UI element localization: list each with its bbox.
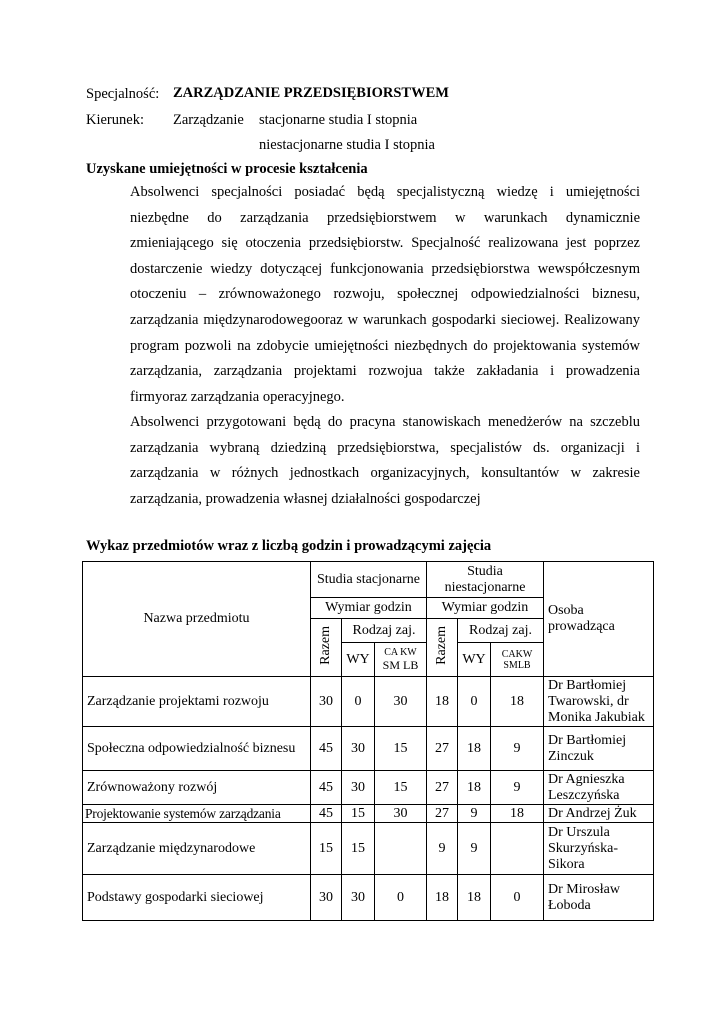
full-time-total: 15 xyxy=(311,823,342,875)
table-row xyxy=(83,875,654,921)
course-name: Projektowanie systemów zarządzania xyxy=(83,805,311,823)
table-row xyxy=(83,771,654,805)
paragraph-line: zarządzania w różnych jednostkach organizacyjnych, konsultantów w zakresie xyxy=(130,465,640,482)
part-time-total: 27 xyxy=(427,727,458,771)
paragraph-line: niezbędne do zarządzania przedsiębiorstwem w warunkach dynamicznie xyxy=(130,209,640,226)
paragraph-line: otoczeniu – zrównoważonego rozwoju, społecznej odpowiedzialności biznesu, xyxy=(130,286,640,303)
column-header-exercises-part-time xyxy=(491,643,544,677)
full-time-exercises: 30 xyxy=(375,805,427,823)
paragraph-line: zmieniającego się otoczenia przedsiębiorstw. Specjalność realizowana jest poprzez xyxy=(130,235,640,252)
total-label: Razem xyxy=(434,625,449,665)
paragraph-line: zarządzania międzynarodowegooraz w warunkach gospodarki sieciowej. Realizowany xyxy=(130,311,640,328)
part-time-lecture: 18 xyxy=(458,771,491,805)
courses-table xyxy=(82,561,654,921)
paragraph-line: zarządzania, prowadzenia własnej działalności gospodarczej xyxy=(130,490,481,507)
column-header-lecture-part-time: WY xyxy=(458,643,491,677)
specialty-value: ZARZĄDZANIE PRZEDSIĘBIORSTWEM xyxy=(173,85,449,101)
exercises-label-line-1: CAKW xyxy=(501,648,533,660)
part-time-lecture: 9 xyxy=(458,805,491,823)
full-time-total: 45 xyxy=(311,771,342,805)
full-time-lecture: 0 xyxy=(342,677,375,727)
field-value: Zarządzanie xyxy=(173,112,244,128)
course-name: Społeczna odpowiedzialność biznesu xyxy=(83,727,311,771)
part-time-total: 18 xyxy=(427,875,458,921)
specialty-label: Specjalność: xyxy=(86,86,160,102)
paragraph-line: dostarczenie wiedzy dotyczącej funkcjonowania przedsiębiorstwa wewspółczesnym xyxy=(130,260,640,277)
part-time-exercises: 9 xyxy=(491,727,544,771)
lecturer: Dr Mirosław Łoboda xyxy=(544,875,654,921)
skills-heading: Uzyskane umiejętności w procesie kształcenia xyxy=(86,161,368,177)
course-name: Podstawy gospodarki sieciowej xyxy=(83,875,311,921)
full-time-total: 45 xyxy=(311,805,342,823)
part-time-exercises xyxy=(491,823,544,875)
full-time-exercises: 30 xyxy=(375,677,427,727)
paragraph-line: firmyoraz zarządzania operacyjnego. xyxy=(130,388,345,405)
column-header-exercises-full-time xyxy=(375,643,427,677)
column-header-full-time: Studia stacjonarne xyxy=(311,562,427,598)
study-mode-part-time: niestacjonarne studia I stopnia xyxy=(259,137,435,153)
paragraph-line: zarządzania, zarządzania projektami rozwojua także zakładania i prowadzenia xyxy=(130,363,640,380)
skills-paragraph-1 xyxy=(130,180,640,410)
table-row xyxy=(83,823,654,875)
full-time-exercises: 15 xyxy=(375,727,427,771)
part-time-total: 27 xyxy=(427,805,458,823)
full-time-lecture: 30 xyxy=(342,727,375,771)
column-header-name: Nazwa przedmiotu xyxy=(83,562,311,677)
table-row xyxy=(83,677,654,727)
paragraph-line: program pozwoli na zdobycie umiejętności niezbędnych do projektowania systemów xyxy=(130,337,640,354)
paragraph-line: zarządzania wybraną dziedziną przedsiębiorstwa, specjalistów ds. organizacji i xyxy=(130,439,640,456)
lecturer: Dr Andrzej Żuk xyxy=(544,805,654,823)
column-header-hours-full-time: Wymiar godzin xyxy=(311,598,427,619)
table-row xyxy=(83,805,654,823)
column-header-hours-part-time: Wymiar godzin xyxy=(427,598,544,619)
column-header-total-full-time xyxy=(311,619,342,677)
full-time-total: 45 xyxy=(311,727,342,771)
table-row xyxy=(83,727,654,771)
part-time-lecture: 9 xyxy=(458,823,491,875)
exercises-label-line-2: SM LB xyxy=(382,658,419,672)
full-time-exercises: 0 xyxy=(375,875,427,921)
full-time-total: 30 xyxy=(311,677,342,727)
lecturer: Dr Agnieszka Leszczyńska xyxy=(544,771,654,805)
part-time-exercises: 0 xyxy=(491,875,544,921)
column-header-lecture-full-time: WY xyxy=(342,643,375,677)
lecturer: Dr Bartłomiej Twarowski, dr Monika Jakubiak xyxy=(544,677,654,727)
full-time-lecture: 30 xyxy=(342,875,375,921)
part-time-total: 9 xyxy=(427,823,458,875)
full-time-lecture: 15 xyxy=(342,823,375,875)
full-time-lecture: 15 xyxy=(342,805,375,823)
field-label: Kierunek: xyxy=(86,112,144,128)
part-time-total: 18 xyxy=(427,677,458,727)
skills-paragraph-2 xyxy=(130,410,640,512)
total-label: Razem xyxy=(318,625,333,665)
full-time-exercises: 15 xyxy=(375,771,427,805)
column-header-class-type-part-time: Rodzaj zaj. xyxy=(458,619,544,643)
full-time-lecture: 30 xyxy=(342,771,375,805)
column-header-class-type-full-time: Rodzaj zaj. xyxy=(342,619,427,643)
courses-table-heading: Wykaz przedmiotów wraz z liczbą godzin i prowadzącymi zajęcia xyxy=(86,538,492,554)
column-header-part-time: Studia niestacjonarne xyxy=(427,562,544,598)
exercises-label-line-1: CA KW xyxy=(384,647,417,658)
part-time-lecture: 18 xyxy=(458,727,491,771)
part-time-total: 27 xyxy=(427,771,458,805)
course-name: Zarządzanie międzynarodowe xyxy=(83,823,311,875)
paragraph-line: Absolwenci przygotowani będą do pracyna stanowiskach menedżerów na szczeblu xyxy=(130,414,640,430)
exercises-label-line-2: SMLB xyxy=(503,659,531,671)
part-time-lecture: 18 xyxy=(458,875,491,921)
part-time-exercises: 9 xyxy=(491,771,544,805)
course-name: Zarządzanie projektami rozwoju xyxy=(83,677,311,727)
course-name: Zrównoważony rozwój xyxy=(83,771,311,805)
part-time-exercises: 18 xyxy=(491,677,544,727)
full-time-total: 30 xyxy=(311,875,342,921)
column-header-total-part-time xyxy=(427,619,458,677)
part-time-lecture: 0 xyxy=(458,677,491,727)
lecturer: Dr Urszula Skurzyńska-Sikora xyxy=(544,823,654,875)
column-header-lecturer: Osoba prowadząca xyxy=(544,562,654,677)
full-time-exercises xyxy=(375,823,427,875)
paragraph-line: Absolwenci specjalności posiadać będą specjalistyczną wiedzę i umiejętności xyxy=(130,184,640,200)
study-mode-full-time: stacjonarne studia I stopnia xyxy=(259,112,418,128)
part-time-exercises: 18 xyxy=(491,805,544,823)
lecturer: Dr Bartłomiej Zinczuk xyxy=(544,727,654,771)
